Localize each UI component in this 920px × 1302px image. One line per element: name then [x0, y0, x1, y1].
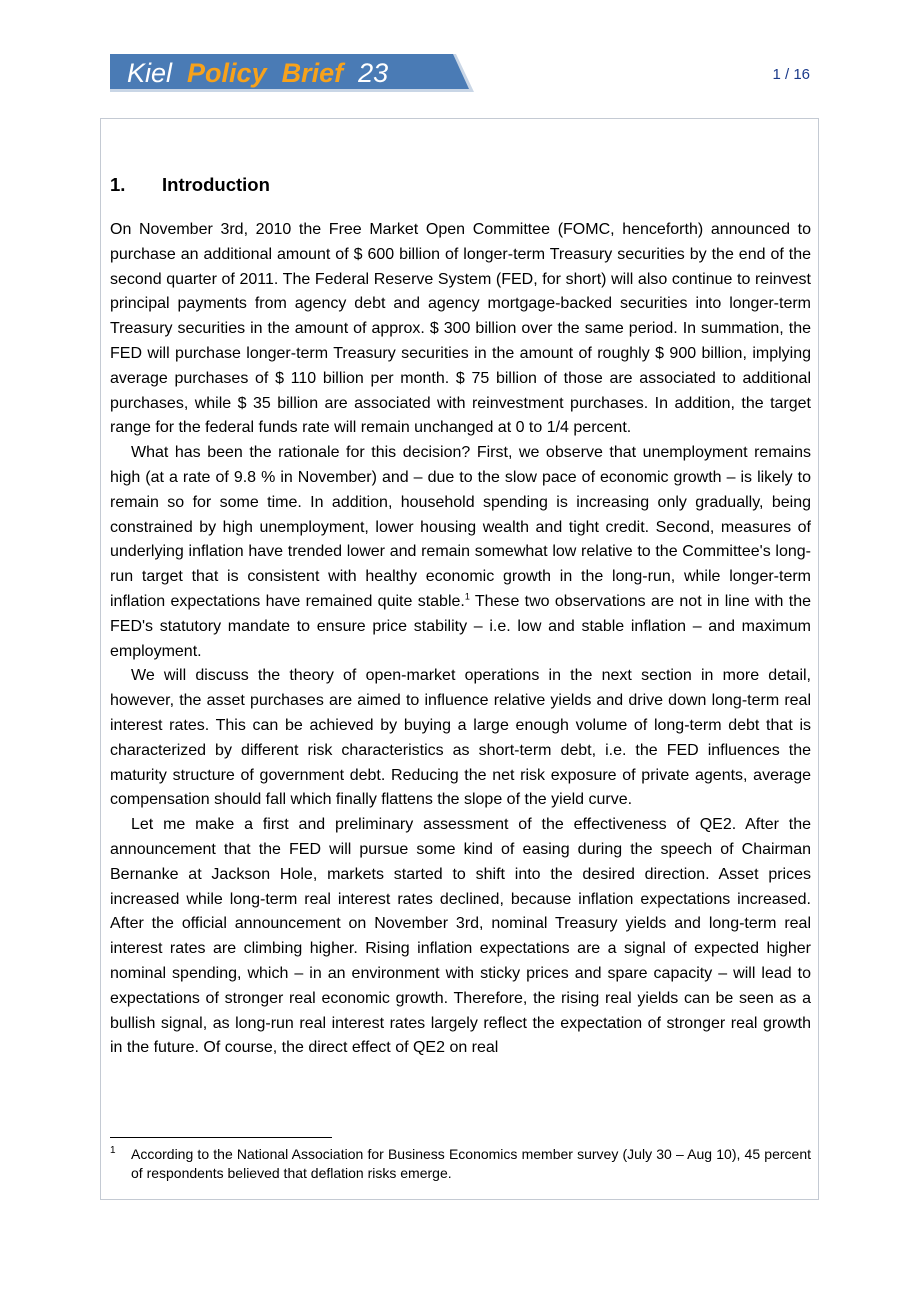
- footnote-text: According to the National Association for Business Economics member survey (July 30 – Aug 10), 45 percent of respondents believed that deflation risks emerge.: [131, 1146, 811, 1181]
- footnote-reference[interactable]: 1: [464, 591, 470, 602]
- footnote-mark: 1: [110, 1145, 116, 1156]
- banner-issue-number: 23: [358, 58, 389, 88]
- section-heading: [110, 170, 811, 200]
- page-indicator: 1 / 16: [772, 66, 810, 83]
- footnote-separator: [110, 1137, 332, 1138]
- footnote: [110, 1145, 811, 1182]
- paragraph-2-text-continued: These two observations are not in line with the FED's statutory mandate to ensure price stability – i.e. low and stable inflation – and maximum employment.: [110, 592, 811, 660]
- paragraph-2-text: What has been the rationale for this decision? First, we observe that unemployment remains high (at a rate of 9.8 % in November) and – due to the slow pace of economic growth – is likely to remain so for some time. In addition, household spending is increasing only gradually, being constrained by high unemployment, lower housing wealth and tight credit. Second, measures of underlying inflation have trended lower and remain somewhat low relative to the Committee's long-run target that is consistent with healthy economic growth in the long-run, while longer-term inflation expectations have remained quite stable.: [110, 444, 811, 610]
- banner-word-brief: Brief: [281, 58, 344, 88]
- banner-title: [127, 56, 388, 90]
- paragraph-2: [110, 441, 811, 664]
- body-text: [110, 218, 811, 1061]
- banner-word-kiel: Kiel: [127, 58, 173, 88]
- section-title: Introduction: [162, 174, 270, 195]
- main-content: [110, 170, 811, 1061]
- banner-word-policy: Policy: [187, 58, 267, 88]
- paragraph-4: Let me make a first and preliminary assessment of the effectiveness of QE2. After the announcement that the FED will pursue some kind of easing during the speech of Chairman Bernanke at Jackson Hole, markets started to shift into the desired direction. Asset prices increased while long-term real interest rates declined, because inflation expectations increased. After the official announcement on November 3rd, nominal Treasury yields and long-term real interest rates are climbing higher. Rising inflation expectations are a signal of expected higher nominal spending, which – in an environment with sticky prices and spare capacity – will lead to expectations of stronger real economic growth. Therefore, the rising real yields can be seen as a bullish signal, as long-run real interest rates largely reflect the expectation of stronger real growth in the future. Of course, the direct effect of QE2 on real: [110, 816, 811, 1057]
- section-number: 1.: [110, 174, 126, 195]
- paragraph-3: We will discuss the theory of open-market operations in the next section in more detail, however, the asset purchases are aimed to influence relative yields and drive down long-term real interest rates. This can be achieved by buying a large enough volume of long-term debt that is characterized by different risk characteristics as short-term debt, i.e. the FED influences the maturity structure of government debt. Reducing the net risk exposure of private agents, average compensation should fall which finally flattens the slope of the yield curve.: [110, 667, 811, 809]
- publication-banner: [110, 54, 474, 92]
- paragraph-1: On November 3rd, 2010 the Free Market Open Committee (FOMC, henceforth) announced to purchase an additional amount of $ 600 billion of longer-term Treasury securities by the end of the second quarter of 2011. The Federal Reserve System (FED, for short) will also continue to reinvest principal payments from agency debt and agency mortgage-backed securities into longer-term Treasury securities in the amount of approx. $ 300 billion over the same period. In summation, the FED will purchase longer-term Treasury securities in the amount of roughly $ 900 billion, implying average purchases of $ 110 billion per month. $ 75 billion of those are associated to additional purchases, while $ 35 billion are associated with reinvestment purchases. In addition, the target range for the federal funds rate will remain unchanged at 0 to 1/4 percent.: [110, 221, 811, 437]
